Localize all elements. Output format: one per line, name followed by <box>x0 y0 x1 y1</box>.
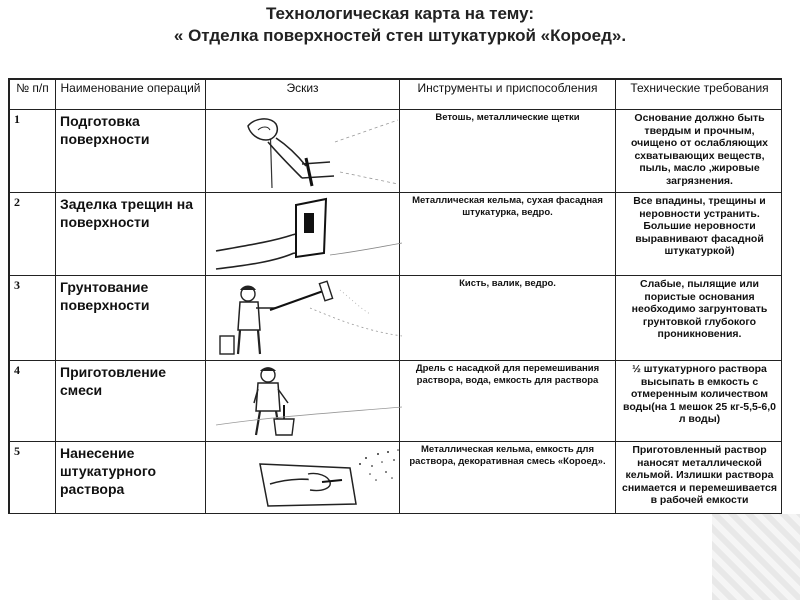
row-number: 3 <box>10 276 56 361</box>
worker-mixing-sketch <box>206 361 400 442</box>
tools-text: Металлическая кельма, сухая фасадная штукатурка, ведро. <box>400 193 616 276</box>
title-line-2: « Отделка поверхностей стен штукатуркой «Короед». <box>173 26 627 45</box>
header-operation: Наименование операций <box>56 80 206 110</box>
row-number: 5 <box>10 442 56 515</box>
table-row <box>10 442 783 515</box>
table-row <box>10 361 783 442</box>
requirements-text: Все впадины, трещины и неровности устранить. Большие неровности выравнивают фасадной штукатуркой) <box>616 193 783 276</box>
hand-with-trowel-sketch <box>206 193 400 276</box>
table-row <box>10 276 783 361</box>
document-title <box>0 4 800 47</box>
technology-map-table <box>8 78 782 514</box>
table-row <box>10 193 783 276</box>
hand-applying-plaster-sketch <box>206 442 400 515</box>
row-number: 2 <box>10 193 56 276</box>
operation-name: Нанесение штукатурного раствора <box>56 442 206 515</box>
tools-text: Ветошь, металлические щетки <box>400 110 616 193</box>
requirements-text: Приготовленный раствор наносят металлической кельмой. Излишки раствора снимается и перемешивается в рабочей емкости <box>616 442 783 515</box>
table-header-row <box>10 80 783 110</box>
operation-name: Грунтование поверхности <box>56 276 206 361</box>
header-requirements: Технические требования <box>616 80 783 110</box>
corner-decoration <box>712 514 800 600</box>
requirements-text: ½ штукатурного раствора высыпать в емкость с отмеренным количеством воды(на 1 мешок 25 кг-5,5-6,0 л воды) <box>616 361 783 442</box>
operation-name: Подготовка поверхности <box>56 110 206 193</box>
operation-name: Приготовление смеси <box>56 361 206 442</box>
tools-text: Дрель с насадкой для перемешивания раствора, вода, емкость для раствора <box>400 361 616 442</box>
row-number: 4 <box>10 361 56 442</box>
requirements-text: Слабые, пылящие или пористые основания необходимо загрунтовать грунтовкой глубокого проникновения. <box>616 276 783 361</box>
requirements-text: Основание должно быть твердым и прочным, очищено от ослабляющих схватывающих веществ, пыль, масло ,жировые загрязнения. <box>616 110 783 193</box>
worker-with-roller-sketch <box>206 276 400 361</box>
operations-table <box>9 79 782 514</box>
header-tools: Инструменты и приспособления <box>400 80 616 110</box>
table-row <box>10 110 783 193</box>
operation-name: Заделка трещин на поверхности <box>56 193 206 276</box>
title-line-1: Технологическая карта на тему: <box>266 4 534 23</box>
row-number: 1 <box>10 110 56 193</box>
header-num: № п/п <box>10 80 56 110</box>
tools-text: Металлическая кельма, емкость для раствора, декоративная смесь «Короед». <box>400 442 616 515</box>
header-sketch: Эскиз <box>206 80 400 110</box>
tools-text: Кисть, валик, ведро. <box>400 276 616 361</box>
hand-cleaning-wall-sketch <box>206 110 400 193</box>
